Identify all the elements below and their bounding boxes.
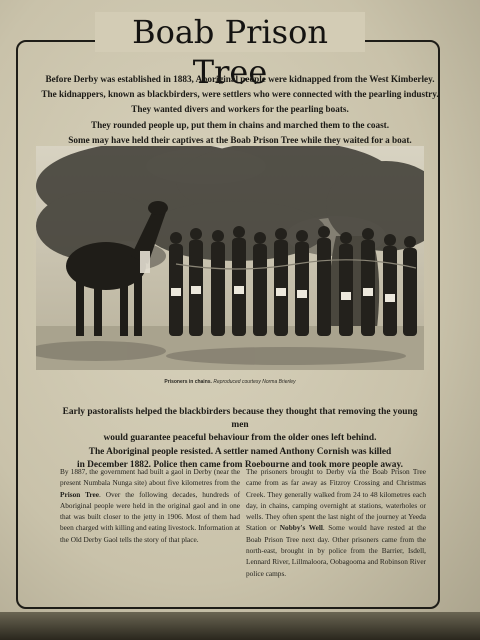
left-column-text [60, 466, 240, 545]
caption-credit: Reproduced courtesy Norma Brierley [213, 379, 296, 385]
intro-paragraph [40, 72, 440, 148]
mid-line: Early pastoralists helped the blackbirders because they thought that removing the young men [62, 407, 418, 431]
mid-line: would guarantee peaceful behaviour from the older ones left behind. [103, 433, 377, 444]
intro-line: They wanted divers and workers for the pearling boats. [131, 104, 349, 115]
right-text-part: The prisoners brought to Derby via the Boab Prison Tree came from as far away as Fitzroy Crossing and Christmas Creek. They generally walked from 24 to 48 kilometres each day, in chains, camping overnight at stations, waterholes or wells. They often spent the last night of the journey at Yeeda Station or [246, 467, 426, 533]
floor-shadow [0, 612, 480, 640]
left-text-part: By 1887, the government had built a gaol in Derby (near the present Numbala Nunga site) about five kilometres from the [60, 467, 240, 488]
intro-line: Before Derby was established in 1883, Aboriginal people were kidnapped from the West Kimberley. [45, 74, 435, 84]
sign-title: Boab Prison Tree [95, 12, 365, 52]
right-text-part: . Some would have rested at the Boab Prison Tree next day. Other prisoners came from the north-east, brought in by police from the Barrier, Isdell, Lennard River, Lillmaloora, Oobagooma and Robinson River police camps. [246, 523, 427, 578]
photo-caption [40, 379, 420, 385]
intro-line: The kidnappers, known as blackbirders, were settlers who were connected with the pearling industry. [41, 89, 439, 100]
mid-line: The Aboriginal people resisted. A settler named Anthony Cornish was killed [88, 446, 392, 457]
mid-paragraph [54, 406, 426, 472]
caption-title: Prisoners in chains. [164, 379, 212, 385]
historic-photo-prisoners [36, 146, 424, 370]
right-column-text [246, 466, 426, 579]
photo-illustration [36, 146, 424, 370]
left-text-part: . Over the following decades, hundreds of Aboriginal people were held in the original gaol and in one that was built closer to the jetty in 1906. Most of them had been charged with killing and eating livestock. Information at the Old Derby Gaol tells the story of that place. [60, 489, 241, 544]
intro-line: They rounded people up, put them in chains and marched them to the coast. [90, 119, 390, 130]
nobbys-well-emphasis: Nobby's Well [279, 523, 323, 533]
prison-tree-emphasis: Prison Tree [60, 489, 99, 499]
intro-line: Some may have held their captives at the Boab Prison Tree while they waited for a boat. [68, 134, 412, 145]
mid-line: in December 1882. Police then came from Roebourne and took more people away. [77, 459, 403, 470]
